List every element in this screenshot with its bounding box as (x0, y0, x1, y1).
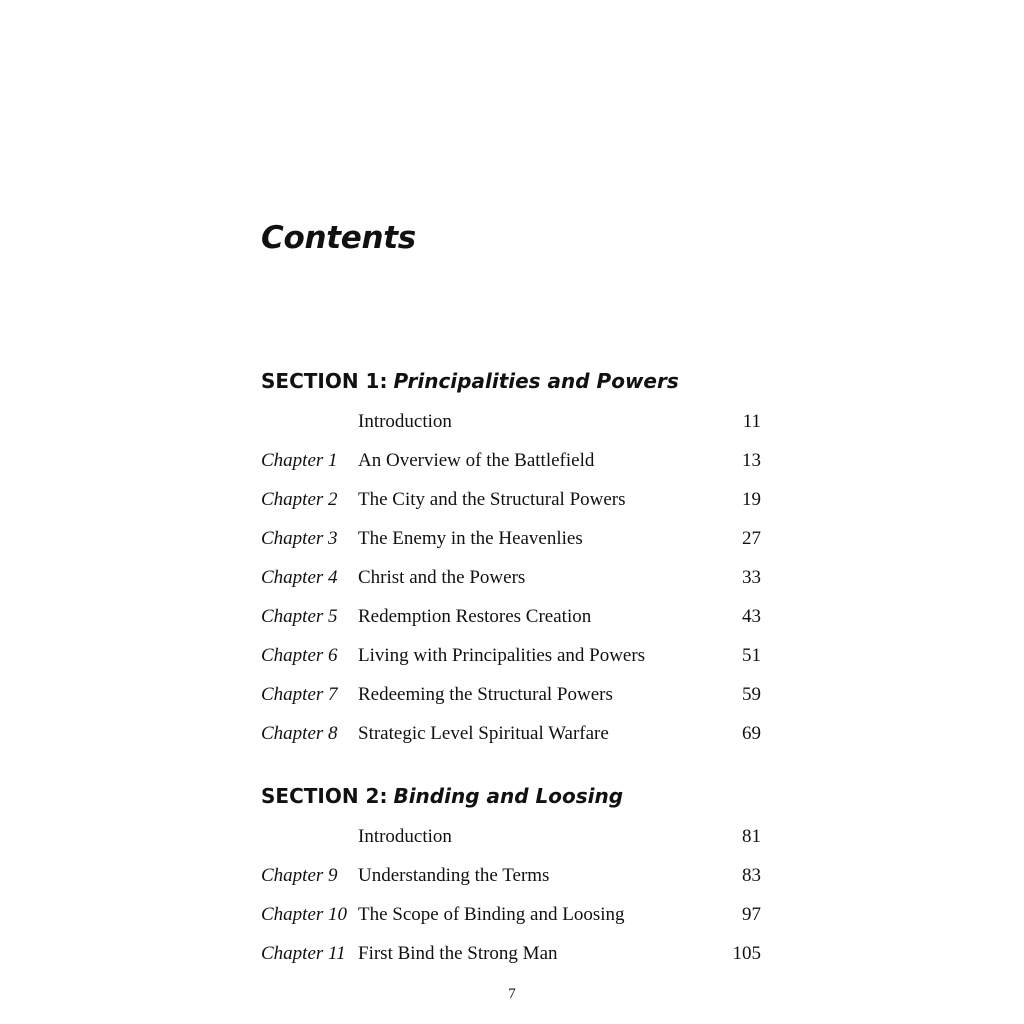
section-name: Principalities and Powers (393, 369, 679, 393)
entry-title: The City and the Structural Powers (358, 489, 626, 510)
entry-title: First Bind the Strong Man (358, 943, 558, 964)
page-number: 43 (742, 606, 761, 627)
chapter-label: Chapter 11 (261, 943, 346, 964)
chapter-label: Chapter 3 (261, 528, 338, 549)
page-number: 83 (742, 865, 761, 886)
toc-list-section-1 (261, 402, 761, 753)
page-number: 69 (742, 723, 761, 744)
entry-title: Understanding the Terms (358, 865, 550, 886)
page-number: 81 (742, 826, 761, 847)
toc-entry-chapter-8[interactable] (261, 714, 761, 753)
toc-list-section-2 (261, 817, 761, 973)
section-label: SECTION 1: (261, 369, 388, 393)
toc-entry-chapter-3[interactable] (261, 519, 761, 558)
toc-entry-introduction[interactable] (261, 817, 761, 856)
toc-entry-chapter-4[interactable] (261, 558, 761, 597)
entry-title: Living with Principalities and Powers (358, 645, 646, 666)
section-name: Binding and Loosing (393, 784, 624, 808)
toc-entry-introduction[interactable] (261, 402, 761, 441)
section-heading-1 (261, 367, 679, 395)
chapter-label: Chapter 2 (261, 489, 338, 510)
chapter-label: Chapter 1 (261, 450, 338, 471)
chapter-label: Chapter 5 (261, 606, 338, 627)
section-heading-2 (261, 782, 623, 810)
entry-title: An Overview of the Battlefield (358, 450, 595, 471)
entry-title: Strategic Level Spiritual Warfare (358, 723, 609, 744)
chapter-label: Chapter 8 (261, 723, 338, 744)
entry-title: The Scope of Binding and Loosing (358, 904, 625, 925)
toc-entry-chapter-2[interactable] (261, 480, 761, 519)
toc-entry-chapter-6[interactable] (261, 636, 761, 675)
entry-title: Introduction (358, 411, 452, 432)
toc-entry-chapter-1[interactable] (261, 441, 761, 480)
entry-title: Redemption Restores Creation (358, 606, 592, 627)
toc-entry-chapter-7[interactable] (261, 675, 761, 714)
page-number: 51 (742, 645, 761, 666)
chapter-label: Chapter 6 (261, 645, 338, 666)
entry-title: Redeeming the Structural Powers (358, 684, 613, 705)
page-number: 59 (742, 684, 761, 705)
section-label: SECTION 2: (261, 784, 388, 808)
page-number: 11 (742, 411, 761, 432)
page-number: 105 (732, 943, 761, 964)
chapter-label: Chapter 10 (261, 904, 348, 925)
page-number: 27 (742, 528, 761, 549)
entry-title: Christ and the Powers (358, 567, 526, 588)
page-number: 97 (742, 904, 761, 925)
folio-page-number: 7 (508, 986, 516, 1002)
entry-title: The Enemy in the Heavenlies (358, 528, 583, 549)
page-number: 19 (742, 489, 761, 510)
page-number: 33 (742, 567, 761, 588)
toc-entry-chapter-5[interactable] (261, 597, 761, 636)
chapter-label: Chapter 9 (261, 865, 338, 886)
toc-entry-chapter-10[interactable] (261, 895, 761, 934)
toc-entry-chapter-9[interactable] (261, 856, 761, 895)
entry-title: Introduction (358, 826, 452, 847)
page-number: 13 (742, 450, 761, 471)
toc-entry-chapter-11[interactable] (261, 934, 761, 973)
chapter-label: Chapter 4 (261, 567, 338, 588)
page-title: Contents (261, 220, 416, 256)
chapter-label: Chapter 7 (261, 684, 338, 705)
